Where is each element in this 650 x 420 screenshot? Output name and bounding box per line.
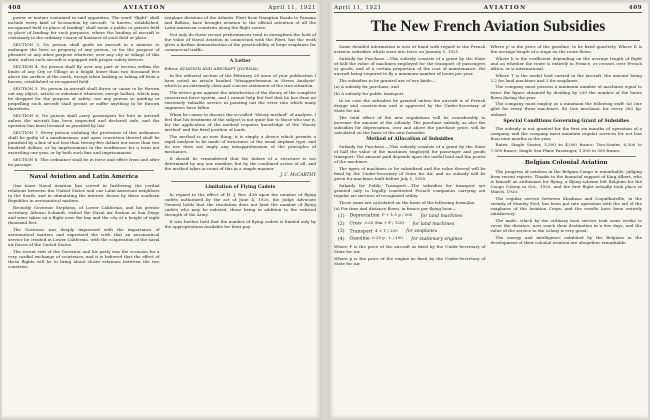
- paragraph: The types of machines to be subsidized and the value thereof will be fixed by the Under-Secretary of State for Air, and no subsidy will be given for machines built before July 1, 1920.: [334, 166, 486, 182]
- formula-value: 0.25 p · L / 100: [372, 235, 403, 241]
- paragraph: SECTION 3. No person shall guide an aircraft in a manner to endanger the lives or property of any person, or for the purpose of pleasure or any other purpose whatever, over any city or village of this state, unless such aircraft is equipped with proper safety devices.: [8, 42, 160, 63]
- paragraph: The Governor was deeply impressed with the importance of aeronautical matters and expressed the wish that an aeronautical service be created in Lower California, with the cooperation of the naval air forces of the United States.: [8, 227, 160, 248]
- page-number: 409: [628, 5, 642, 11]
- paragraph: The method is no new thing; it is simply a device which permits a rapid analysis to be made of structures of the usual airplane type, and its use does not imply any misapprehension of the principles of mechanics.: [164, 133, 316, 155]
- letter-signature: J. C. McCARTHY: [280, 172, 316, 178]
- paragraph: Some detailed information is now at hand with regard to the French aviation subsidies which went into force on January 1, 1921.: [334, 44, 486, 55]
- paragraph: Where T is the useful load carried in the aircraft, the amount being 2.2 for land machines and 3 for seaplanes.: [490, 72, 642, 83]
- letter-salutation: Editor, AVIATION AND AIRCRAFT JOURNAL:: [164, 66, 260, 72]
- formula-number: (2): [338, 221, 345, 227]
- section-divider: [14, 170, 154, 171]
- paragraph: SECTION 4. No person shall fly over any part or section within the limits of any City or Village at a height lower than two thousand feet above the surface of the earth, except when landing or taking off from a known, established or recognized field.: [8, 64, 160, 85]
- issue-date: April 11, 1921: [334, 5, 382, 11]
- journal-name: AVIATION: [483, 5, 527, 11]
- paragraph: The total effect of the new regulations will be considerably to increase the amount of the subsidy. The purchase subsidy, as also the subsidies for depreciation, over and above the purchase price, will be calculated on the basis of the new formulae.: [334, 114, 486, 135]
- paragraph: It was further held that the number of flying cadets is limited only by the appropriations available for their pay.: [164, 218, 316, 229]
- formula-value: 4 × T / 200: [375, 227, 398, 233]
- letter-heading: A Letter: [229, 59, 251, 65]
- formula-label: Transport: [349, 229, 373, 235]
- paragraph: The writer goes against the introduction of the theory of the complete concurrent force system, and I cannot help but feel that he has done an extremely valuable service in pointing out the error into which many engineers have fallen.: [164, 89, 316, 111]
- formula-row: [338, 221, 486, 228]
- paragraph: One more Naval Aviation has scored in furthering the cordial relations between the United States and our Latin-American neighbors to the South, and in stimulating the interest shown by these southern Republics in aeronautical matters.: [8, 183, 160, 204]
- paragraph: In the editorial section of the February 28 issue of your publication I have noted an article headed "Misapprehension in Stress Analysis" which is an extremely clear and concise statement of the true situation.: [164, 72, 316, 89]
- running-head-right: [334, 5, 642, 13]
- formula-value: 0.25 (8m + P / 120): [364, 219, 405, 225]
- method-heading: Method of Allocation of Subsidies: [366, 137, 454, 143]
- right-column: [491, 44, 643, 268]
- title-divider: [336, 40, 640, 41]
- right-page-columns: [334, 44, 642, 268]
- section-heading: Naval Aviation and Latin America: [29, 174, 139, 181]
- issue-date: April 11, 1921: [268, 5, 316, 11]
- belgian-heading: Belgian Colonial Aviation: [524, 159, 608, 166]
- page-number: 408: [8, 5, 22, 11]
- paragraph: The company must possess a minimum number of machines equal to twice the figure obtained by dividing by 200 the number of the hours flown during the year.: [490, 84, 642, 100]
- formula-use: for seaplanes: [406, 229, 438, 235]
- paragraph: power or motors contained in said apparatus. The word "flight" shall include every kind of locomotion by aircraft. "A known, established, recognized field or place of landing" shall mean a public or private field or place of landing for such purposes, where the landing of aircraft is customary in the ordinary course of business of such field or place.: [8, 15, 160, 41]
- formula-label: Gasoline: [349, 236, 370, 242]
- formula-use: for stationary engines: [411, 236, 463, 242]
- formula-label: Depreciation: [349, 213, 380, 219]
- formula-note: Where p is the price of the engine as fixed by the Under-Secretary of State for Air.: [334, 255, 486, 266]
- left-page: [2, 2, 322, 418]
- paragraph: Recently Governor Stephens, of Lower California, and his private secretary, Alfonso Schmidt, visited the Naval Air Station at San Diego and were taken on a flight over the bay and the city at a height of eight thousand feet.: [8, 205, 160, 226]
- paragraph: The mails, which by the ordinary boat service took some weeks to cover the distance, now reach their destination in a few days, and the value of the service to the colony is very great.: [490, 217, 642, 233]
- paragraph: seaplane divisions of the Atlantic Fleet from Hampton Roads to Panama and Balboa, have brought aviation to the official attention of all the Latin-American countries along the flight routes.: [164, 15, 316, 31]
- formula-number: (4): [338, 236, 345, 242]
- section-divider: [171, 181, 311, 182]
- paragraph: The subsidies to be granted are of two kinds—: [339, 77, 436, 83]
- paragraph: SECTION 5. No person in aircraft shall throw or cause to be thrown out any object, article or substance whatever, except ballast, which may be dropped for the purpose of safety; nor any person so guiding or propelling such aircraft shall permit or suffer anything to be thrown therefrom.: [8, 86, 160, 112]
- paragraph: The recent visit of the Governor and his party was the occasion for a very cordial exchange of courtesies, and it is believed that the effect of these flights will be to bring about closer relations between the two countries.: [8, 249, 160, 270]
- formula-caption: (a) For time and distance flown, in francs per flying hour—: [334, 206, 457, 212]
- paragraph: The regular service between Kinshasa and Coquilhatville, in the vicinity of Stanley Pool, has been put into operation with the aid of the seaplanes of the Aviation Corps, and the results have been entirely satisfactory.: [490, 195, 642, 216]
- formula-value: P + 1.5 p / 200: [382, 212, 413, 218]
- list-item: (b) A subsidy for public transport.: [334, 91, 405, 97]
- formula-number: (1): [338, 213, 345, 219]
- paragraph: The progress of aviation in the Belgian Congo is remarkable, judging from recent reports. Thanks to the financial support of King Albert, who is himself an enthusiast for flying, a flying scheme left Belgium for the Congo Colony in Oct., 1920, and the first flight actually took place in March, 1920.: [490, 168, 642, 195]
- formula-row: [338, 229, 486, 236]
- paragraph: The company must employ as a minimum the following staff: (a) One pilot for every three machines; (b) One mechanic for every 300 hp. utilized.: [490, 101, 642, 117]
- right-page: [328, 2, 648, 418]
- formula-use: for land machines: [412, 221, 455, 227]
- paragraph: The subsidy is not granted for the first six months of operation of a company, and the company must maintain regular services for not less than nine months in the year.: [490, 125, 642, 141]
- running-head-left: [8, 5, 316, 13]
- special-conditions-heading: Special Conditions Governing Grant of Subsidies: [503, 118, 630, 124]
- paragraph: Where h is the coefficient depending on the average length of flight and on whether the route is entirely in France, or crosses over French Africa, or is international.: [490, 55, 642, 71]
- formula-row: [338, 236, 486, 243]
- paragraph: These sums are calculated on the basis of the following formulae:: [339, 199, 476, 205]
- paragraph: Subsidy for Public Transport.—The subsidies for transport are granted only to legally constituted French companies carrying out regular air services of recognized utility.: [334, 182, 486, 199]
- journal-name: AVIATION: [123, 5, 167, 11]
- article-title: The New French Aviation Subsidies: [370, 18, 606, 35]
- formula-label: Crew: [349, 221, 362, 227]
- paragraph: In no case the subsidies be granted unless the aircraft is of French design and construction and is approved by the Under-Secretary of State for Air.: [334, 97, 486, 113]
- paragraph: Subsidy for Purchase.—This subsidy consists of a grant by the State of half the value of machines employed for the transport of passengers or goods, and of a certain proportion of the cost of maintenance, the aircraft being required to fly a minimum number of hours per year.: [334, 55, 486, 77]
- paragraph: SECTION 8. This ordinance shall be in force and effect from and after its passage.: [8, 157, 160, 168]
- right-column: [165, 15, 317, 271]
- paragraph: SECTION 6. No person shall carry passengers for hire in aircraft unless the aircraft has been inspected and declared safe, and the operator has been licensed as provided by law.: [8, 113, 160, 129]
- section-divider: [497, 156, 637, 157]
- paragraph: When he comes to discuss the so-called "theory method" of analysis, I feel that his treatment of the subject is not quite fair to those who use it, for the application of the method requires knowledge of the 'theory method' and the fixed position of loads.: [164, 111, 316, 133]
- formula-use: for land machines: [420, 213, 463, 219]
- paragraph: Subsidy for Purchase.—This subsidy consists of a grant by the State of half the value of the machines employed for passenger and goods transport. The amount paid depends upon the useful load and the power of the machines.: [334, 144, 486, 165]
- paragraph: SECTION 7. Every person violating the provisions of this ordinance shall be guilty of a misdemeanor, and upon conviction thereof shall be punished by a fine of not less than twenty-five dollars nor more than two hundred dollars, or by imprisonment in the workhouse for a term not exceeding one year, or by both such fine and imprisonment.: [8, 129, 160, 156]
- paragraph: It should be remembered that the failure of a structure is not determined by any one member, but by the combined action of all, and the method takes account of this in a simple manner.: [164, 155, 316, 171]
- formula-row: [338, 213, 486, 220]
- formula-note: Where P is the price of the aircraft as fixed by the Under-Secretary of State for Air,: [334, 243, 486, 255]
- paragraph: In regard to the effect of H. J. Res. 438 upon the number of flying cadets authorized by the act of June 4, 1920, the Judge Advocate General holds that the resolution does not limit the number of flying cadets who may be enlisted, these being in addition to the enlisted strength of the Army.: [164, 191, 316, 218]
- left-column: [8, 15, 160, 271]
- paragraph: Where p' is the price of the gasoline, to be fixed quarterly. Where R is the average length of a stage on the route flown.: [490, 44, 642, 55]
- list-item: (a) A subsidy for purchase, and: [334, 84, 399, 90]
- formula-number: (3): [338, 229, 345, 235]
- left-column: [334, 44, 486, 268]
- flying-cadets-heading: Limitation of Flying Cadets: [205, 184, 276, 190]
- left-page-columns: [8, 15, 316, 271]
- paragraph: Rates: Single Seater, 3,500 to 4,000 francs; Two-Seater, 6,500 to 7,500 francs; Single Sea-Plane Passenger, 1,500 to 500 francs.: [490, 142, 642, 153]
- paragraph: The energy and intelligence exhibited by the Belgians in the development of their colonial aviation are altogether remarkable.: [490, 234, 642, 245]
- paragraph: Not only do these recent performances tend to strengthen the hold of the value of Naval Aviation in connection with the Fleet, but the work gives a further demonstration of the practicability of large seaplanes for commercial traffic.: [164, 31, 316, 53]
- section-divider: [171, 55, 311, 56]
